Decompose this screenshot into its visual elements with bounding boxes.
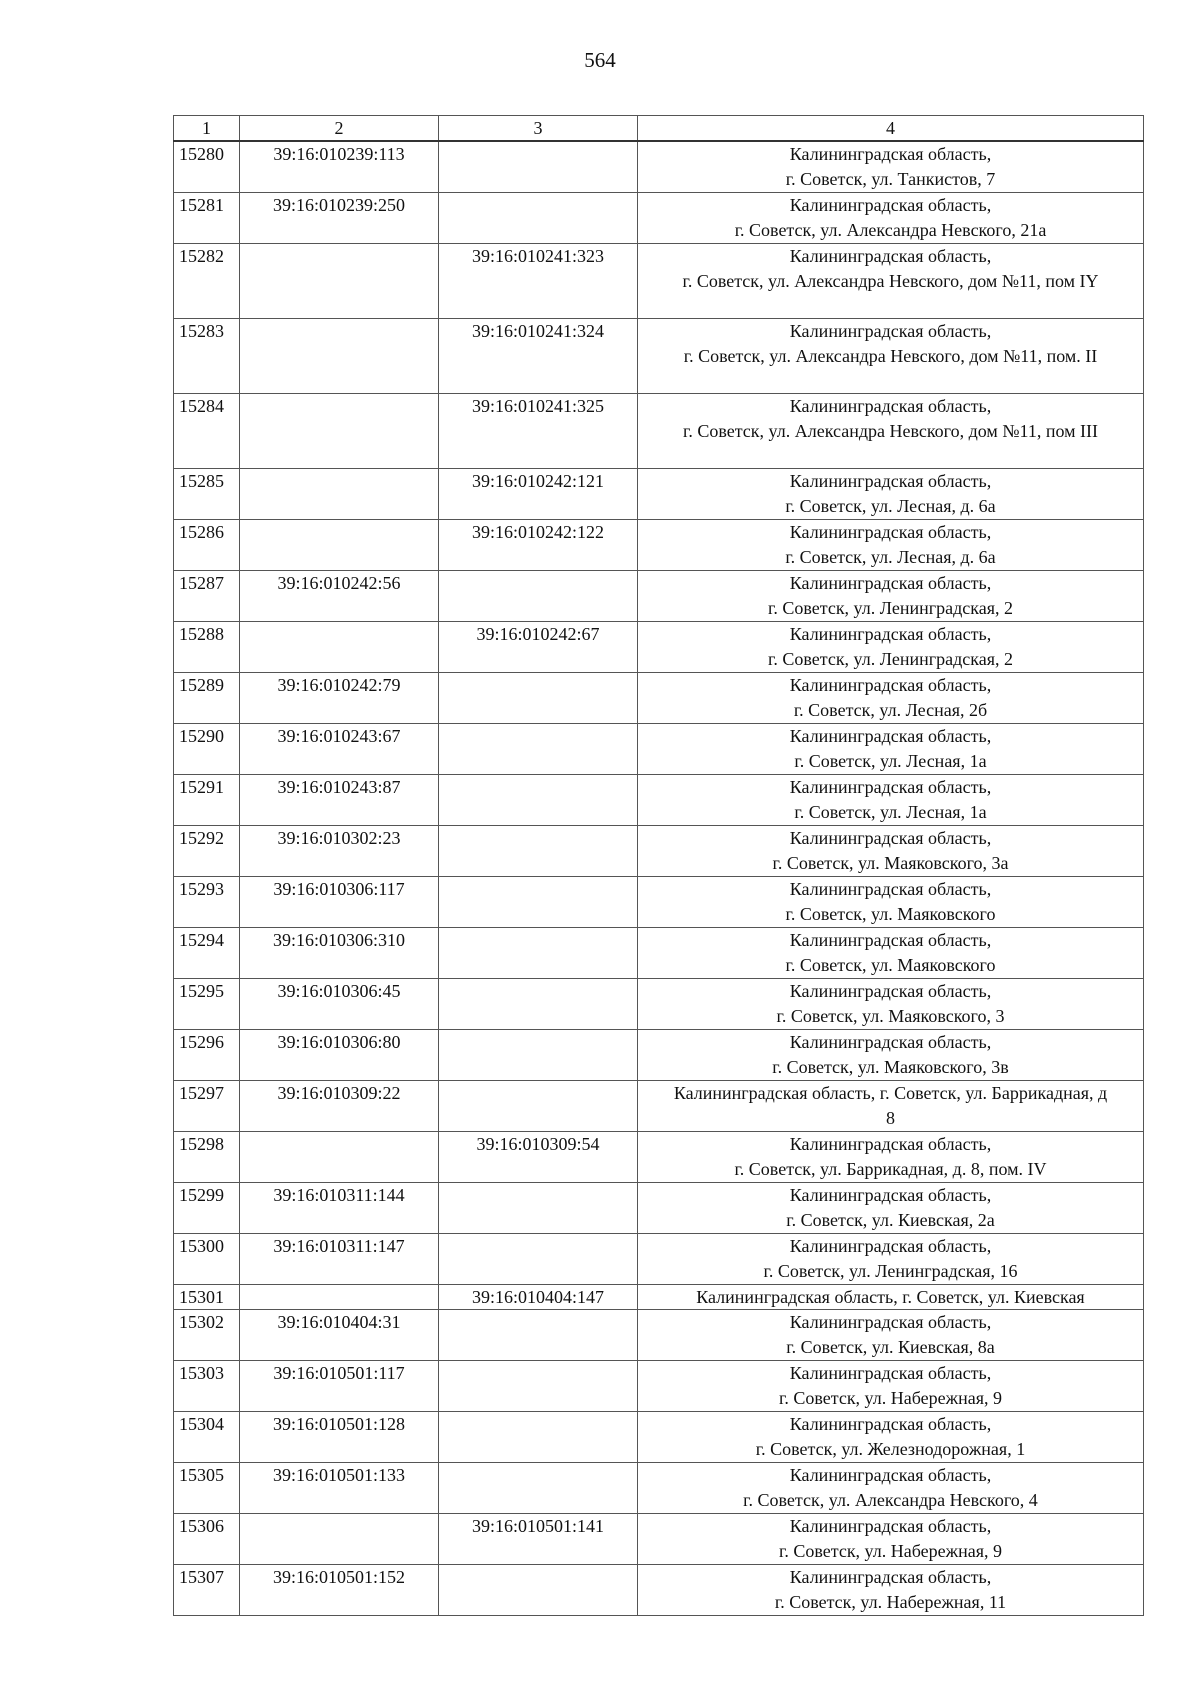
table-header-row: [174, 116, 1144, 142]
registry-table: [173, 115, 1144, 1616]
cadastral-number-land-cell: [240, 469, 439, 520]
row-number-cell: 15283: [174, 319, 240, 394]
address-line-2: г. Советск, ул. Набережная, 11: [774, 1592, 1007, 1612]
table-row: [174, 724, 1144, 775]
address-line-1: Калининградская область,: [789, 981, 992, 1001]
table-row: [174, 193, 1144, 244]
cadastral-number-premises-cell: [439, 979, 638, 1030]
cadastral-number-land-cell: 39:16:010242:56: [240, 571, 439, 622]
table-row: [174, 1132, 1144, 1183]
cadastral-number-premises-cell: 39:16:010242:122: [439, 520, 638, 571]
table-row: [174, 826, 1144, 877]
address-line-2: г. Советск, ул. Лесная, д. 6а: [785, 547, 996, 567]
address-line-2: г. Советск, ул. Лесная, 2б: [793, 700, 988, 720]
cadastral-number-land-cell: 39:16:010404:31: [240, 1310, 439, 1361]
row-number-cell: 15289: [174, 673, 240, 724]
cadastral-number-land-cell: [240, 1514, 439, 1565]
cadastral-number-land-cell: 39:16:010501:117: [240, 1361, 439, 1412]
address-line-2: г. Советск, ул. Ленинградская, 2: [768, 598, 1013, 618]
cadastral-number-premises-cell: [439, 571, 638, 622]
cadastral-number-land-cell: 39:16:010501:128: [240, 1412, 439, 1463]
address-line-2: г. Советск, ул. Маяковского, 3а: [772, 853, 1009, 873]
cadastral-number-land-cell: [240, 319, 439, 394]
address-cell: [638, 319, 1144, 394]
address-line-2: г. Советск, ул. Набережная, 9: [779, 1388, 1002, 1408]
address-line-1: Калининградская область,: [789, 726, 992, 746]
cadastral-number-premises-cell: 39:16:010242:121: [439, 469, 638, 520]
address-cell: [638, 775, 1144, 826]
cadastral-number-land-cell: 39:16:010309:22: [240, 1081, 439, 1132]
row-number-cell: 15281: [174, 193, 240, 244]
address-cell: [638, 1310, 1144, 1361]
address-line-1: Калининградская область,: [789, 1465, 992, 1485]
table-row: [174, 1310, 1144, 1361]
table-row: [174, 1463, 1144, 1514]
table-row: [174, 319, 1144, 394]
address-line-2: г. Советск, ул. Лесная, 1а: [794, 802, 987, 822]
cadastral-number-premises-cell: 39:16:010309:54: [439, 1132, 638, 1183]
column-header-2: 2: [240, 116, 439, 142]
address-cell: [638, 1285, 1144, 1310]
address-line-1: Калининградская область,: [789, 1567, 992, 1587]
address-line-1: Калининградская область,: [789, 573, 992, 593]
address-cell: [638, 724, 1144, 775]
cadastral-number-land-cell: 39:16:010239:250: [240, 193, 439, 244]
address-line-2: г. Советск, ул. Баррикадная, д. 8, пом. IV: [734, 1159, 1047, 1179]
address-line-2: г. Советск, ул. Маяковского: [785, 955, 996, 975]
row-number-cell: 15280: [174, 141, 240, 193]
address-line-2: г. Советск, ул. Ленинградская, 2: [768, 649, 1013, 669]
cadastral-number-premises-cell: [439, 826, 638, 877]
table-row: [174, 1234, 1144, 1285]
row-number-cell: 15302: [174, 1310, 240, 1361]
cadastral-number-premises-cell: [439, 1565, 638, 1616]
cadastral-number-land-cell: [240, 1285, 439, 1310]
cadastral-number-premises-cell: [439, 1234, 638, 1285]
cadastral-number-premises-cell: [439, 1412, 638, 1463]
cadastral-number-premises-cell: [439, 877, 638, 928]
column-header-1: 1: [174, 116, 240, 142]
cadastral-number-premises-cell: [439, 673, 638, 724]
row-number-cell: 15307: [174, 1565, 240, 1616]
row-number-cell: 15285: [174, 469, 240, 520]
table-row: [174, 244, 1144, 319]
address-cell: [638, 1132, 1144, 1183]
cadastral-number-premises-cell: [439, 1310, 638, 1361]
table-row: [174, 1030, 1144, 1081]
cadastral-number-land-cell: 39:16:010243:87: [240, 775, 439, 826]
address-cell: [638, 622, 1144, 673]
address-line-1: Калининградская область,: [789, 246, 992, 266]
table-row: [174, 877, 1144, 928]
address-line-1: Калининградская область,: [789, 624, 992, 644]
address-cell: [638, 1463, 1144, 1514]
table-row: [174, 520, 1144, 571]
cadastral-number-land-cell: [240, 622, 439, 673]
address-line-2: г. Советск, ул. Лесная, 1а: [794, 751, 987, 771]
cadastral-number-land-cell: [240, 394, 439, 469]
address-line-1: Калининградская область,: [789, 1032, 992, 1052]
cadastral-number-land-cell: 39:16:010501:133: [240, 1463, 439, 1514]
cadastral-number-land-cell: [240, 244, 439, 319]
row-number-cell: 15299: [174, 1183, 240, 1234]
address-line-1: Калининградская область,: [789, 522, 992, 542]
address-cell: [638, 1030, 1144, 1081]
row-number-cell: 15301: [174, 1285, 240, 1310]
row-number-cell: 15294: [174, 928, 240, 979]
row-number-cell: 15293: [174, 877, 240, 928]
row-number-cell: 15297: [174, 1081, 240, 1132]
cadastral-number-land-cell: 39:16:010306:80: [240, 1030, 439, 1081]
address-line-2: 8: [886, 1108, 895, 1128]
cadastral-number-premises-cell: 39:16:010241:325: [439, 394, 638, 469]
table-row: [174, 928, 1144, 979]
address-line-1: Калининградская область,: [789, 1134, 992, 1154]
table-row: [174, 1361, 1144, 1412]
address-line-2: г. Советск, ул. Александра Невского, дом №11, пом. II: [683, 346, 1098, 366]
address-line-1: Калининградская область,: [789, 1363, 992, 1383]
address-cell: [638, 877, 1144, 928]
address-line-1: Калининградская область,: [789, 1236, 992, 1256]
table-row: [174, 979, 1144, 1030]
address-cell: [638, 1081, 1144, 1132]
address-line-1: Калининградская область,: [789, 777, 992, 797]
row-number-cell: 15306: [174, 1514, 240, 1565]
address-line-1: Калининградская область,: [789, 471, 992, 491]
table-row: [174, 673, 1144, 724]
table-row: [174, 469, 1144, 520]
address-line-1: Калининградская область,: [789, 144, 992, 164]
address-line-1: Калининградская область,: [789, 195, 992, 215]
cadastral-number-land-cell: 39:16:010243:67: [240, 724, 439, 775]
address-cell: [638, 469, 1144, 520]
table-row: [174, 1412, 1144, 1463]
cadastral-number-land-cell: 39:16:010306:117: [240, 877, 439, 928]
cadastral-number-premises-cell: [439, 928, 638, 979]
row-number-cell: 15291: [174, 775, 240, 826]
address-cell: [638, 571, 1144, 622]
row-number-cell: 15298: [174, 1132, 240, 1183]
row-number-cell: 15305: [174, 1463, 240, 1514]
address-line-2: г. Советск, ул. Маяковского, 3: [776, 1006, 1005, 1026]
row-number-cell: 15286: [174, 520, 240, 571]
cadastral-number-premises-cell: 39:16:010241:324: [439, 319, 638, 394]
cadastral-number-land-cell: [240, 520, 439, 571]
cadastral-number-premises-cell: [439, 193, 638, 244]
cadastral-number-premises-cell: [439, 1081, 638, 1132]
address-line-2: г. Советск, ул. Киевская, 8а: [786, 1337, 995, 1357]
table-row: [174, 571, 1144, 622]
cadastral-number-premises-cell: [439, 1463, 638, 1514]
table-row: [174, 1285, 1144, 1310]
address-cell: [638, 1234, 1144, 1285]
address-line-1: Калининградская область,: [789, 675, 992, 695]
table-row: [174, 622, 1144, 673]
column-header-3: 3: [439, 116, 638, 142]
address-line-1: Калининградская область,: [789, 1414, 992, 1434]
address-cell: [638, 1412, 1144, 1463]
cadastral-number-premises-cell: 39:16:010501:141: [439, 1514, 638, 1565]
row-number-cell: 15287: [174, 571, 240, 622]
cadastral-number-premises-cell: [439, 775, 638, 826]
cadastral-number-land-cell: 39:16:010501:152: [240, 1565, 439, 1616]
row-number-cell: 15284: [174, 394, 240, 469]
address-line-1: Калининградская область,: [789, 1185, 992, 1205]
row-number-cell: 15304: [174, 1412, 240, 1463]
cadastral-number-premises-cell: [439, 1183, 638, 1234]
row-number-cell: 15303: [174, 1361, 240, 1412]
address-cell: [638, 1183, 1144, 1234]
table-row: [174, 1183, 1144, 1234]
address-cell: [638, 141, 1144, 193]
address-line-2: г. Советск, ул. Танкистов, 7: [785, 169, 996, 189]
address-line-2: г. Советск, ул. Александра Невского, дом №11, пом IY: [682, 271, 1099, 291]
address-line-1: Калининградская область,: [789, 930, 992, 950]
cadastral-number-land-cell: 39:16:010311:144: [240, 1183, 439, 1234]
cadastral-number-land-cell: 39:16:010242:79: [240, 673, 439, 724]
address-cell: [638, 193, 1144, 244]
cadastral-number-land-cell: 39:16:010306:45: [240, 979, 439, 1030]
address-cell: [638, 520, 1144, 571]
address-line-2: г. Советск, ул. Маяковского: [785, 904, 996, 924]
cadastral-number-premises-cell: [439, 141, 638, 193]
address-line-2: г. Советск, ул. Александра Невского, дом №11, пом III: [682, 421, 1098, 441]
row-number-cell: 15290: [174, 724, 240, 775]
table-row: [174, 1565, 1144, 1616]
address-line-1: Калининградская область,: [789, 1516, 992, 1536]
table-row: [174, 1514, 1144, 1565]
cadastral-number-premises-cell: [439, 1361, 638, 1412]
address-line-1: Калининградская область,: [789, 396, 992, 416]
cadastral-number-premises-cell: [439, 1030, 638, 1081]
row-number-cell: 15300: [174, 1234, 240, 1285]
cadastral-number-premises-cell: 39:16:010404:147: [439, 1285, 638, 1310]
address-cell: [638, 1361, 1144, 1412]
address-line-1: Калининградская область,: [789, 321, 992, 341]
table-body: [174, 141, 1144, 1616]
column-header-4: 4: [638, 116, 1144, 142]
cadastral-number-land-cell: 39:16:010239:113: [240, 141, 439, 193]
address-line-2: г. Советск, ул. Лесная, д. 6а: [785, 496, 996, 516]
row-number-cell: 15295: [174, 979, 240, 1030]
address-line-2: г. Советск, ул. Маяковского, 3в: [772, 1057, 1009, 1077]
row-number-cell: 15296: [174, 1030, 240, 1081]
address-line-2: г. Советск, ул. Набережная, 9: [779, 1541, 1002, 1561]
cadastral-number-premises-cell: 39:16:010242:67: [439, 622, 638, 673]
row-number-cell: 15282: [174, 244, 240, 319]
address-line-2: г. Советск, ул. Железнодорожная, 1: [755, 1439, 1026, 1459]
address-line-2: г. Советск, ул. Ленинградская, 16: [763, 1261, 1018, 1281]
address-line-1: Калининградская область,: [789, 879, 992, 899]
address-line-2: г. Советск, ул. Александра Невского, 21а: [734, 220, 1047, 240]
row-number-cell: 15292: [174, 826, 240, 877]
cadastral-number-premises-cell: [439, 724, 638, 775]
address-line-1: Калининградская область, г. Советск, ул. Баррикадная, д: [673, 1083, 1108, 1103]
address-cell: [638, 394, 1144, 469]
table-row: [174, 1081, 1144, 1132]
address-line-1: Калининградская область,: [789, 828, 992, 848]
cadastral-number-land-cell: 39:16:010311:147: [240, 1234, 439, 1285]
cadastral-number-land-cell: [240, 1132, 439, 1183]
address-cell: [638, 1514, 1144, 1565]
page-number: 564: [584, 48, 616, 72]
row-number-cell: 15288: [174, 622, 240, 673]
address-line-2: г. Советск, ул. Александра Невского, 4: [743, 1490, 1038, 1510]
address-line-1: Калининградская область, г. Советск, ул. Киевская: [696, 1287, 1085, 1307]
cadastral-number-premises-cell: 39:16:010241:323: [439, 244, 638, 319]
address-cell: [638, 979, 1144, 1030]
cadastral-number-land-cell: 39:16:010302:23: [240, 826, 439, 877]
address-cell: [638, 928, 1144, 979]
address-cell: [638, 673, 1144, 724]
table-row: [174, 394, 1144, 469]
table-row: [174, 775, 1144, 826]
cadastral-number-land-cell: 39:16:010306:310: [240, 928, 439, 979]
address-line-2: г. Советск, ул. Киевская, 2а: [786, 1210, 995, 1230]
address-cell: [638, 826, 1144, 877]
address-cell: [638, 244, 1144, 319]
address-line-1: Калининградская область,: [789, 1312, 992, 1332]
table-row: [174, 141, 1144, 193]
address-cell: [638, 1565, 1144, 1616]
